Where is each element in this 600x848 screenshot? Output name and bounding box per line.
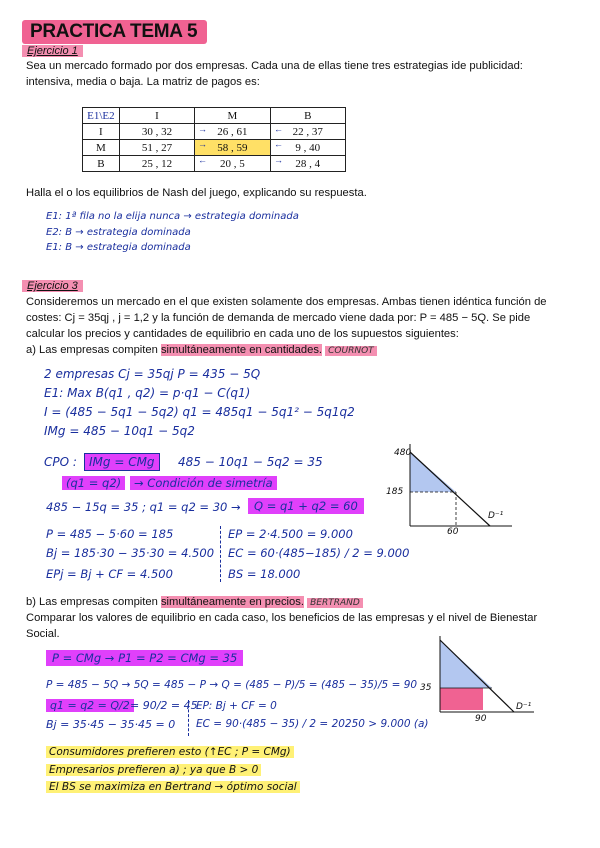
graph1-x-mid: 60 — [447, 527, 459, 537]
matrix-cell: 20 , 5 — [195, 156, 270, 172]
graph1-y-mid: 185 — [386, 487, 404, 497]
arrow-right-icon: → — [198, 124, 207, 134]
ex3-part-a — [26, 343, 586, 360]
payoff-matrix — [82, 107, 346, 172]
result-left: P = 485 − 5·60 = 185 — [46, 527, 174, 541]
result-right: EC = 60·(485−185) / 2 = 9.000 — [228, 546, 410, 560]
matrix-row-label: I — [83, 124, 120, 140]
matrix-col-header: I — [119, 108, 194, 124]
ex1-note: E1: 1ª fila no la elija nunca → estrategia dominada — [46, 211, 299, 222]
result-left: Bj = 185·30 − 35·30 = 4.500 — [46, 546, 215, 560]
matrix-cell: 26 , 61 — [195, 124, 270, 140]
bertrand-profit: Bj = 35·45 − 35·45 = 0 — [46, 718, 176, 731]
arrow-left-icon: ← — [198, 155, 207, 165]
graph2-x-mid: 90 — [475, 714, 487, 724]
cpo-label: CPO : — [44, 455, 77, 469]
arrow-left-icon: ← — [274, 139, 283, 149]
bertrand-tag: BERTRAND — [307, 598, 363, 608]
total-quantity-box: Q = q1 + q2 = 60 — [248, 498, 364, 514]
conclusion-line: Consumidores prefieren esto (↑EC ; P = CMg) — [46, 746, 294, 758]
ex1-note: E1: B → estrategia dominada — [46, 242, 191, 253]
arrow-right-icon: → — [198, 139, 207, 149]
cournot-tag: COURNOT — [325, 346, 377, 356]
matrix-col-header: M — [195, 108, 270, 124]
work-line: E1: Max B(q1 , q2) = p·q1 − C(q1) — [44, 386, 251, 400]
matrix-row-label: B — [83, 156, 120, 172]
matrix-cell: 51 , 27 — [119, 140, 194, 156]
matrix-corner: E1\E2 — [83, 108, 120, 124]
work-line: IMg = 485 − 10q1 − 5q2 — [44, 424, 195, 438]
part-a-highlight: simultáneamente en cantidades. — [160, 344, 323, 356]
part-b-text: b) Las empresas compiten — [26, 596, 161, 608]
ex1-note: E2: B → estrategia dominada — [46, 227, 191, 238]
page-title: PRACTICA TEMA 5 — [22, 20, 207, 44]
cpo-box: IMg = CMg — [84, 453, 160, 471]
matrix-cell-nash: 58 , 59 — [195, 140, 270, 156]
arrow-left-icon: ← — [274, 124, 283, 134]
exercise-3-tag: Ejercicio 3 — [22, 280, 83, 292]
ex3-compare-line2: Social. — [26, 628, 60, 640]
work-line: I = (485 − 5q1 − 5q2) q1 = 485q1 − 5q1² − 5q1q2 — [44, 405, 355, 419]
matrix-cell: 22 , 37 — [270, 124, 345, 140]
bertrand-price-box: P = CMg → P1 = P2 = CMg = 35 — [46, 650, 243, 666]
divider — [188, 700, 189, 736]
arrow-right-icon: → — [274, 155, 283, 165]
result-left: EPj = Bj + CF = 4.500 — [46, 567, 173, 581]
ex3-part-b — [26, 595, 586, 612]
conclusion-line: El BS se maximiza en Bertrand → óptimo social — [46, 781, 300, 793]
exercise-1-tag: Ejercicio 1 — [22, 45, 83, 57]
bertrand-work: P = 485 − 5Q → 5Q = 485 − P → Q = (485 − P)/5 = (485 − 35)/5 = 90 — [46, 679, 418, 691]
bertrand-q-box: q1 = q2 = Q/2 — [46, 699, 134, 712]
graph1-y-top: 480 — [394, 448, 412, 458]
bertrand-ec: EC = 90·(485 − 35) / 2 = 20250 > 9.000 (a) — [196, 718, 429, 730]
symmetry-right: → Condición de simetría — [130, 476, 277, 490]
divider — [220, 526, 221, 582]
ex1-intro-line1: Sea un mercado formado por dos empresas. Cada una de ellas tiene tres estrategias ide publicidad: — [26, 60, 523, 72]
graph2-curve-label: D⁻¹ — [516, 702, 532, 712]
matrix-row-label: M — [83, 140, 120, 156]
matrix-cell: 28 , 4 — [270, 156, 345, 172]
bertrand-ep: EP: Bj + CF = 0 — [196, 700, 277, 712]
part-b-highlight: simultáneamente en precios. — [160, 596, 304, 608]
result-right: BS = 18.000 — [228, 567, 301, 581]
result-right: EP = 2·4.500 = 9.000 — [228, 527, 353, 541]
matrix-cell: 9 , 40 — [270, 140, 345, 156]
ex3-para-line1: Consideremos un mercado en el que existen solamente dos empresas. Ambas tienen idéntica función de — [26, 296, 547, 308]
symmetry-left: (q1 = q2) — [62, 476, 125, 490]
graph1-curve-label: D⁻¹ — [488, 511, 504, 521]
cpo-equation: 485 − 10q1 − 5q2 = 35 — [178, 455, 323, 469]
matrix-cell: 25 , 12 — [119, 156, 194, 172]
solution-line: 485 − 15q = 35 ; q1 = q2 = 30 → — [46, 500, 241, 514]
ex3-para-line3: calcular los precios y cantidades de equilibrio en cada uno de los supuestos siguientes: — [26, 328, 459, 340]
ex3-para-line2: costes: Cj = 35qj , j = 1,2 y la función de demanda de mercado viene dada por: P = 485 − 5Q. Se pide — [26, 312, 531, 324]
ex3-compare-line1: Comparar los valores de equilibrio en cada caso, los beneficios de las empresas y el nivel de Bienestar — [26, 612, 538, 624]
matrix-cell: 30 , 32 — [119, 124, 194, 140]
work-line: 2 empresas Cj = 35qj P = 435 − 5Q — [44, 367, 261, 381]
ex1-question: Halla el o los equilibrios de Nash del juego, explicando su respuesta. — [26, 187, 367, 199]
matrix-col-header: B — [270, 108, 345, 124]
graph2-y-mid: 35 — [420, 683, 432, 693]
conclusion-line: Empresarios prefieren a) ; ya que B > 0 — [46, 764, 261, 776]
profit-area — [440, 688, 483, 710]
part-a-text: a) Las empresas compiten — [26, 344, 161, 356]
ex1-intro-line2: intensiva, media o baja. La matriz de pagos es: — [26, 76, 260, 88]
bertrand-q-value: = 90/2 = 45 — [130, 699, 198, 712]
